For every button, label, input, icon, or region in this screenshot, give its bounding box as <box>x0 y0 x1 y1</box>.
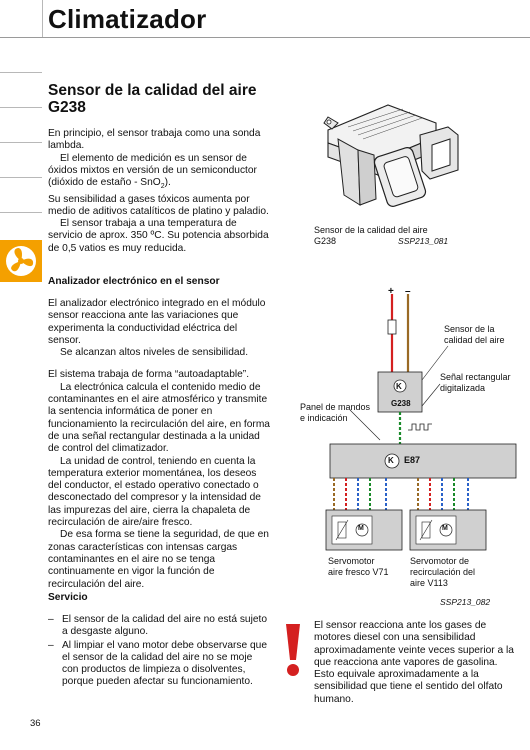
unit-code-label: E87 <box>404 455 421 465</box>
exclamation-icon <box>282 622 304 678</box>
caption-code: G238 <box>314 236 337 246</box>
caption-line <box>314 236 514 247</box>
figure-caption <box>314 225 514 247</box>
paragraph: Se alcanzan altos niveles de sensibilidad. <box>60 347 249 359</box>
callout-line: Panel de mandos <box>300 402 371 412</box>
page-number: 36 <box>30 718 41 729</box>
callout-line: digitalizada <box>440 383 486 393</box>
section-title-line: Sensor de la calidad del aire <box>48 82 257 99</box>
page-title: Climatizador <box>48 4 207 34</box>
motor-symbol: M <box>442 525 448 532</box>
servo-v71-label <box>328 556 389 578</box>
sensor-code-label: G238 <box>391 399 411 408</box>
analyzer-heading: Analizador electrónico en el sensor <box>48 276 220 287</box>
servo-v113-label <box>410 556 475 589</box>
control-unit <box>330 444 516 478</box>
intro-text <box>48 128 274 255</box>
signal-callout <box>440 372 511 394</box>
square-wave <box>408 424 432 430</box>
label-line: aire fresco V71 <box>328 567 389 577</box>
paragraph: La electrónica calcula el contenido medio de contaminantes en el aire atmosférico y transmite la sentencia informática de poner en funcionamiento la recirculación del aire, en forma de una señal rectangular destinada a la unidad de control del climatizador. <box>48 381 270 455</box>
margin-rule <box>0 212 42 213</box>
minus-symbol: – <box>405 286 411 297</box>
list-item-text: Al limpiar el vano motor debe observarse que el sensor de la calidad del aire no se moje con productos de limpieza o disolventes, porque pueden afectar su funcionamiento. <box>62 639 267 688</box>
margin-rule <box>0 142 42 143</box>
label-line: recirculación del <box>410 567 476 577</box>
callout-line: Sensor de la <box>444 324 495 334</box>
margin-rule <box>0 72 42 73</box>
panel-callout <box>300 402 370 424</box>
margin-rule <box>0 107 42 108</box>
dash: – <box>48 639 54 651</box>
plus-symbol: + <box>388 286 394 297</box>
label-line: Servomotor <box>328 556 375 566</box>
motor-symbol: M <box>358 525 364 532</box>
list-item <box>48 640 270 689</box>
paragraph <box>48 153 274 194</box>
circuit-diagram <box>300 284 522 604</box>
paragraph: La unidad de control, teniendo en cuenta la temperatura exterior momentánea, los deseos del conductor, el estado operativo conectado o desconectado del compresor y la intensidad de las impurezas del aire, cierra la chapaleta de recirculación de aire/aire fresco. <box>48 455 261 529</box>
paragraph: El sensor trabaja a una temperatura de servicio de aprox. 350 ºC. Su potencia absorbida de 0,5 vatios es muy reducida. <box>48 218 269 254</box>
section-title <box>48 82 256 116</box>
callout-line: Señal rectangular <box>440 372 511 382</box>
analyzer-text <box>48 298 270 591</box>
sensor-callout <box>444 324 505 346</box>
note-text <box>314 620 514 706</box>
section-title-code: G238 <box>48 99 86 116</box>
figure-reference: SSP213_082 <box>440 597 491 607</box>
caption-line: Sensor de la calidad del aire <box>314 225 428 235</box>
label-line: Servomotor de <box>410 556 470 566</box>
margin-rule <box>0 177 42 178</box>
sensor-symbol: K <box>396 382 402 391</box>
header-rule <box>0 37 530 38</box>
sensor-illustration <box>318 95 468 220</box>
list-item-text: El sensor de la calidad del aire no está sujeto a desgaste alguno. <box>62 614 268 638</box>
margin-divider <box>42 0 43 37</box>
paragraph: El sistema trabaja de forma “autoadaptable”. <box>48 369 250 381</box>
service-heading: Servicio <box>48 592 88 603</box>
list-item <box>48 614 270 639</box>
paragraph: En principio, el sensor trabaja como una sonda lambda. <box>48 128 261 152</box>
callout-line: e indicación <box>300 413 348 423</box>
paragraph: Su sensibilidad a gases tóxicos aumenta por medio de aditivos catalíticos de platino y paladio. <box>48 193 269 217</box>
figure-reference: SSP213_081 <box>398 236 449 246</box>
paragraph: El sensor reacciona ante los gases de motores diesel con una sensibilidad aproximadamente veinte veces superior a la que reacciona ante vapores de gasolina. <box>314 620 514 668</box>
subscript: 2 <box>160 183 165 191</box>
paragraph: El analizador electrónico integrado en el módulo sensor reacciona ante las variaciones que experimenta la conductividad eléctrica del sensor. <box>48 298 266 346</box>
fan-icon <box>0 240 42 282</box>
text: ). <box>164 177 171 189</box>
fuse <box>388 320 396 334</box>
callout-line: calidad del aire <box>444 335 505 345</box>
label-line: aire V113 <box>410 578 448 588</box>
paragraph: Esto equivale aproximadamente a la sensibilidad que tiene el sentido del olfato humano. <box>314 669 503 705</box>
paragraph: De esa forma se tiene la seguridad, de que en zonas características con intensas cargas contaminantes en el aire no se tenga continuamente en vigor la función de recirculación del aire. <box>48 529 269 590</box>
text: El elemento de medición es un sensor de óxidos mixtos en versión de un semiconductor (dióxido de estaño - SnO <box>48 152 257 189</box>
service-list <box>48 614 270 690</box>
dash: – <box>48 614 54 625</box>
unit-symbol: K <box>388 456 394 465</box>
